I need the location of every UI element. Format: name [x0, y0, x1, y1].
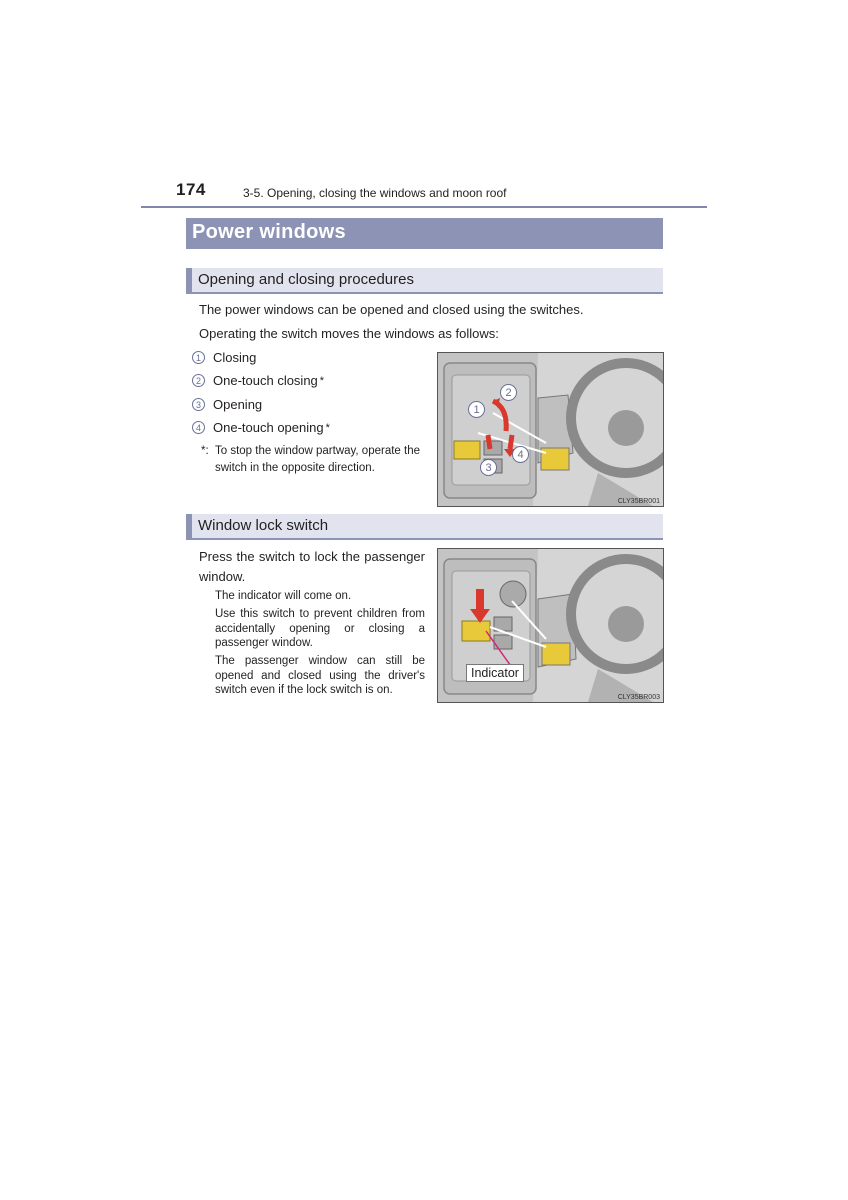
footnote-star: *	[319, 374, 325, 387]
lock-intro-line-1: Press the switch to lock the passenger	[199, 549, 425, 564]
footnote-star: *	[325, 421, 330, 434]
list-item-one-touch-closing	[192, 373, 324, 388]
lock-intro-line-2: window.	[199, 569, 246, 584]
intro-text-2: Operating the switch moves the windows as follows:	[199, 326, 499, 341]
lock-intro	[199, 547, 425, 587]
header-rule	[141, 206, 707, 208]
callout-4-icon: 4	[512, 446, 529, 463]
lock-note-3: The passenger window can still be opened and closed using the driver's switch even if the lock switch is on.	[215, 655, 425, 696]
chapter-title: 3-5. Opening, closing the windows and moon roof	[243, 186, 507, 200]
callout-1-icon: 1	[468, 401, 485, 418]
window-switch-illustration	[438, 353, 663, 506]
footnote-line-1: To stop the window partway, operate the	[215, 445, 420, 457]
figure-code: CLY35BR001	[617, 498, 660, 505]
list-item-opening	[192, 397, 262, 412]
callout-3-icon: 3	[480, 459, 497, 476]
list-item-label: Opening	[213, 397, 263, 412]
figure-code: CLY35BR003	[617, 694, 660, 701]
list-item-label: Closing	[213, 350, 257, 365]
step-number-icon: 2	[192, 374, 205, 387]
section-heading-text: Opening and closing procedures	[198, 271, 414, 288]
page-title: Power windows	[192, 221, 346, 243]
footnote-marker: *:	[201, 445, 209, 457]
list-item-label: One-touch opening	[213, 420, 324, 435]
footnote-text	[215, 443, 430, 477]
window-switch-figure	[437, 352, 664, 507]
list-item-one-touch-opening	[192, 420, 330, 435]
list-item-closing	[192, 350, 256, 365]
step-number-icon: 1	[192, 351, 205, 364]
step-number-icon: 4	[192, 421, 205, 434]
section-heading-text: Window lock switch	[198, 517, 329, 534]
section-heading-opening-closing	[186, 268, 663, 294]
list-item-label: One-touch closing	[213, 373, 318, 388]
intro-text-1: The power windows can be opened and closed using the switches.	[199, 302, 584, 317]
callout-2-icon: 2	[500, 384, 517, 401]
window-lock-figure	[437, 548, 664, 703]
lock-note-2: Use this switch to prevent children from accidentally opening or closing a passenger window.	[215, 608, 425, 649]
indicator-label: Indicator	[466, 664, 524, 682]
page-number: 174	[176, 180, 206, 199]
section-heading-window-lock	[186, 514, 663, 540]
step-number-icon: 3	[192, 398, 205, 411]
lock-note-1: The indicator will come on.	[215, 590, 352, 602]
footnote-line-2: switch in the opposite direction.	[215, 462, 375, 474]
page-title-bar	[186, 218, 663, 249]
